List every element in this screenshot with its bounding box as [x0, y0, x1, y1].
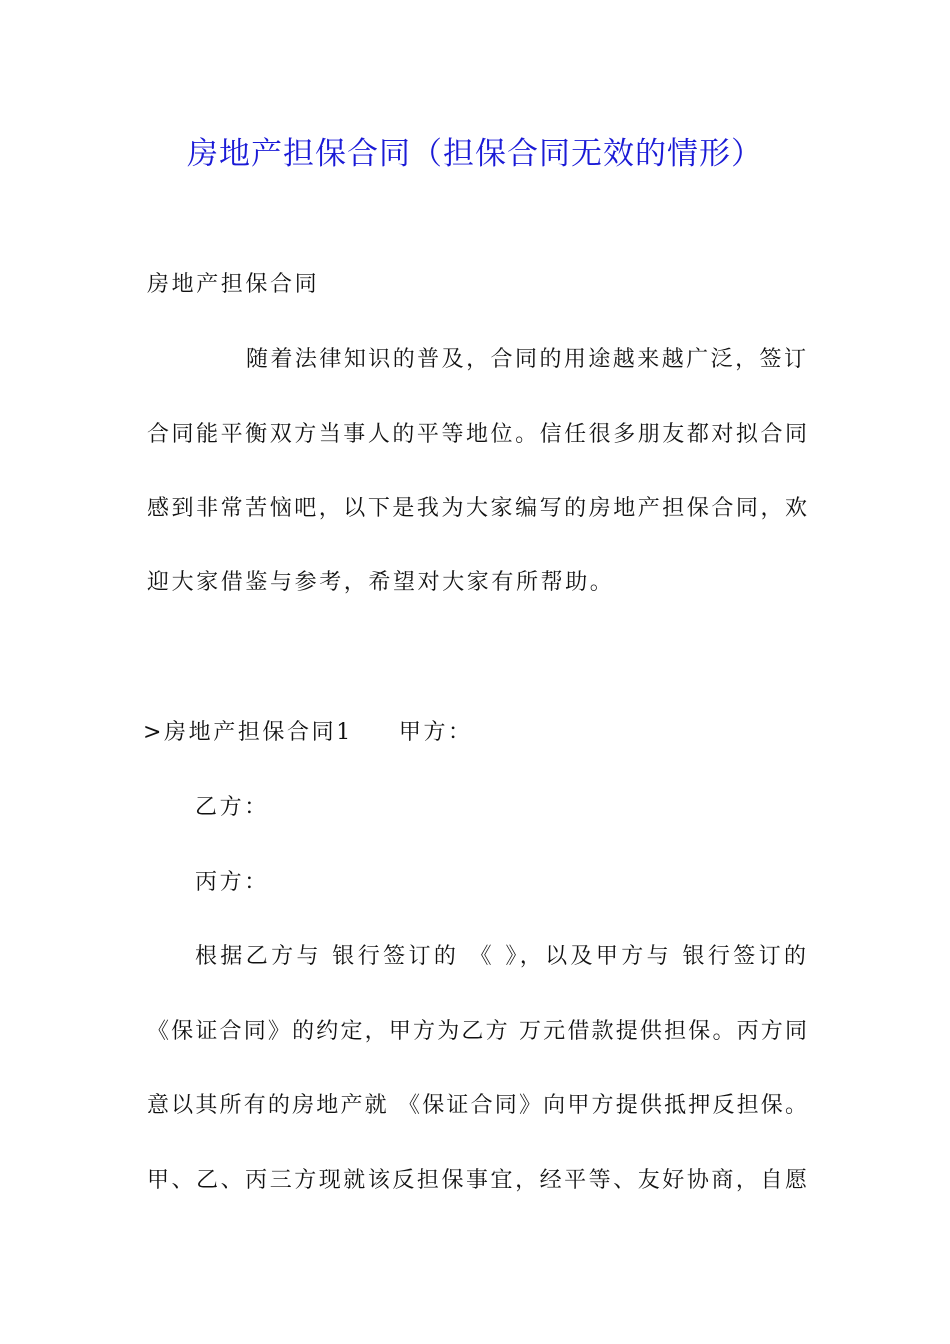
body-line-1: 根据乙方与 银行签订的 《 》，以及甲方与 银行签订的: [195, 944, 806, 969]
intro-line-3: 感到非常苦恼吧，以下是我为大家编写的房地产担保合同，欢: [147, 496, 807, 521]
body-line-2: 《保证合同》的约定，甲方为乙方 万元借款提供担保。丙方同: [147, 1019, 807, 1044]
intro-line-2: 合同能平衡双方当事人的平等地位。信任很多朋友都对拟合同: [147, 422, 807, 447]
party-b-label: 乙方：: [195, 795, 269, 820]
subtitle: 房地产担保合同: [147, 272, 320, 297]
body-line-4: 甲、乙、丙三方现就该反担保事宜，经平等、友好协商，自愿: [147, 1168, 807, 1193]
intro-line-1: 随着法律知识的普及，合同的用途越来越广泛，签订: [246, 347, 806, 372]
document-title: 房地产担保合同（担保合同无效的情形）: [187, 136, 763, 172]
section-heading: >房地产担保合同1: [143, 720, 353, 745]
intro-line-4: 迎大家借鉴与参考，希望对大家有所帮助。: [147, 570, 615, 595]
body-line-3: 意以其所有的房地产就 《保证合同》向甲方提供抵押反担保。: [147, 1093, 807, 1118]
party-c-label: 丙方：: [195, 870, 269, 895]
section-heading-row: [143, 718, 803, 748]
party-a-label: 甲方：: [398, 720, 473, 745]
